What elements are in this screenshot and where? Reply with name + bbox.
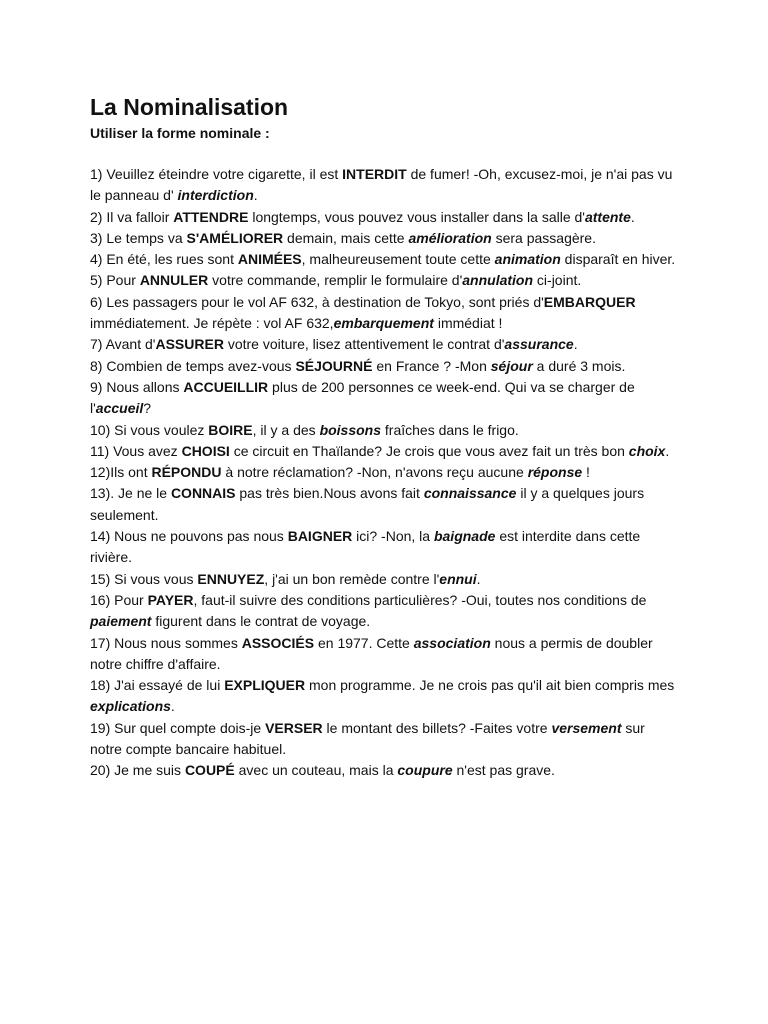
noun-keyword: animation — [494, 251, 561, 268]
exercise-item — [90, 356, 680, 377]
verb-keyword: EMBARQUER — [543, 293, 636, 310]
noun-keyword: ennui — [439, 570, 477, 587]
sentence-text: fraîches dans le frigo. — [381, 421, 519, 438]
sentence-text: . — [573, 336, 578, 353]
noun-keyword: amélioration — [408, 229, 492, 246]
verb-keyword: SÉJOURNÉ — [295, 357, 373, 374]
sentence-text: ? — [143, 400, 152, 417]
document-page — [90, 92, 680, 782]
verb-keyword: VERSER — [265, 719, 323, 736]
sentence-text: 17) Nous nous sommes — [90, 634, 242, 651]
noun-keyword: embarquement — [333, 315, 434, 332]
sentence-text: 3) Le temps va — [90, 229, 187, 246]
sentence-text: ce circuit en Thaïlande? Je crois que vous avez fait un très bon — [229, 442, 629, 459]
exercise-item — [90, 718, 680, 761]
noun-keyword: accueil — [95, 400, 144, 417]
sentence-text: 10) Si vous voulez — [90, 421, 209, 438]
verb-keyword: PAYER — [147, 591, 194, 608]
sentence-text: ici? -Non, la — [352, 528, 434, 545]
noun-keyword: connaissance — [423, 485, 517, 502]
sentence-text: en 1977. Cette — [314, 634, 414, 651]
noun-keyword: boissons — [319, 421, 382, 438]
verb-keyword: ASSURER — [155, 336, 224, 353]
exercise-item — [90, 420, 680, 441]
exercise-item — [90, 483, 680, 526]
sentence-text: immédiat ! — [433, 315, 503, 332]
sentence-text: 11) Vous avez — [90, 442, 182, 459]
noun-keyword: association — [413, 634, 491, 651]
sentence-text: . — [665, 442, 670, 459]
sentence-text: , j'ai un bon remède contre l' — [264, 570, 440, 587]
verb-keyword: INTERDIT — [342, 166, 407, 182]
noun-keyword: interdiction — [177, 187, 254, 204]
sentence-text: 16) Pour — [90, 591, 148, 608]
sentence-text: 18) J'ai essayé de lui — [90, 677, 225, 694]
noun-keyword: explications — [90, 698, 171, 715]
verb-keyword: ANIMÉES — [237, 251, 302, 268]
exercise-item — [90, 590, 680, 633]
sentence-text: ci-joint. — [533, 272, 582, 289]
exercise-item — [90, 292, 680, 335]
exercise-item — [90, 526, 680, 569]
sentence-text: 5) Pour — [90, 272, 140, 289]
verb-keyword: BOIRE — [208, 421, 253, 438]
sentence-text: , faut-il suivre des conditions particulières? -Oui, toutes nos conditions de — [193, 591, 647, 608]
instruction-subtitle: Utiliser la forme nominale : — [90, 125, 270, 141]
sentence-text: . — [630, 208, 635, 225]
exercise-item — [90, 270, 680, 291]
exercise-item — [90, 569, 680, 590]
sentence-text: immédiatement. Je répète : vol AF 632, — [90, 315, 334, 332]
exercise-item — [90, 633, 680, 676]
sentence-text: . — [170, 698, 175, 715]
sentence-text: plus de 200 personnes ce week-end. Qui va se charger de l' — [90, 378, 635, 417]
page-title: La Nominalisation — [90, 94, 289, 120]
verb-keyword: ACCUEILLIR — [183, 378, 269, 395]
sentence-text: a duré 3 mois. — [532, 357, 626, 374]
exercise-item — [90, 249, 680, 270]
sentence-text: 14) Nous ne pouvons pas nous — [90, 528, 288, 545]
sentence-text: en France ? -Mon — [372, 357, 491, 374]
verb-keyword: RÉPONDU — [151, 464, 222, 481]
sentence-text: 7) Avant d' — [90, 336, 156, 353]
noun-keyword: paiement — [90, 613, 152, 630]
sentence-text: sera passagère. — [491, 229, 596, 246]
sentence-text: longtemps, vous pouvez vous installer dans la salle d' — [248, 208, 585, 225]
sentence-text: 4) En été, les rues sont — [90, 251, 238, 268]
sentence-text: 6) Les passagers pour le vol AF 632, à destination de Tokyo, sont priés d' — [90, 293, 544, 310]
sentence-text: le montant des billets? -Faites votre — [322, 719, 552, 736]
exercise-item — [90, 207, 680, 228]
sentence-text: avec un couteau, mais la — [234, 762, 398, 779]
exercise-list — [90, 164, 680, 782]
noun-keyword: assurance — [504, 336, 574, 353]
sentence-text: il y a quelques jours seulement. — [90, 485, 645, 523]
verb-keyword: COUPÉ — [184, 762, 235, 779]
noun-keyword: réponse — [527, 464, 583, 481]
sentence-text: sur notre compte bancaire habituel. — [90, 719, 645, 758]
sentence-text: pas très bien.Nous avons fait — [235, 485, 424, 502]
verb-keyword: EXPLIQUER — [224, 677, 306, 694]
sentence-text: . — [476, 570, 481, 587]
sentence-text: 2) Il va falloir — [90, 208, 174, 225]
verb-keyword: S'AMÉLIORER — [186, 229, 284, 246]
exercise-item — [90, 441, 680, 462]
noun-keyword: coupure — [397, 762, 453, 779]
exercise-item — [90, 760, 680, 781]
sentence-text: demain, mais cette — [283, 229, 409, 246]
verb-keyword: CONNAIS — [170, 485, 236, 502]
sentence-text: de fumer! -Oh, excusez-moi, je n'ai pas vu le panneau d' — [90, 166, 673, 204]
sentence-text: figurent dans le contrat de voyage. — [151, 613, 371, 630]
sentence-text: 20) Je me suis — [90, 762, 185, 779]
sentence-text: ! — [582, 464, 590, 481]
noun-keyword: annulation — [462, 272, 534, 289]
sentence-text: , malheureusement toute cette — [301, 251, 495, 268]
noun-keyword: choix — [628, 442, 666, 459]
verb-keyword: BAIGNER — [287, 528, 353, 545]
noun-keyword: versement — [551, 719, 622, 736]
verb-keyword: ANNULER — [139, 272, 209, 289]
sentence-text: votre voiture, lisez attentivement le contrat d' — [223, 336, 505, 353]
noun-keyword: attente — [584, 208, 631, 225]
exercise-item — [90, 334, 680, 355]
verb-keyword: ENNUYEZ — [197, 570, 265, 587]
exercise-item — [90, 462, 680, 483]
sentence-text: mon programme. Je ne crois pas qu'il ait bien compris mes — [305, 677, 675, 694]
sentence-text: 1) Veuillez éteindre votre cigarette, il est — [90, 166, 343, 182]
sentence-text: 8) Combien de temps avez-vous — [90, 357, 296, 374]
sentence-text: n'est pas grave. — [452, 762, 555, 779]
sentence-text: à notre réclamation? -Non, n'avons reçu aucune — [221, 464, 528, 481]
sentence-text: , il y a des — [252, 421, 320, 438]
exercise-item — [90, 164, 680, 207]
sentence-text: 9) Nous allons — [90, 378, 184, 395]
noun-keyword: séjour — [490, 357, 533, 374]
sentence-text: 15) Si vous vous — [90, 570, 198, 587]
sentence-text: nous a permis de doubler notre chiffre d'affaire. — [90, 634, 653, 672]
exercise-item — [90, 228, 680, 249]
noun-keyword: baignade — [433, 528, 496, 545]
sentence-text: . — [253, 187, 258, 204]
sentence-text: 12)Ils ont — [90, 464, 152, 481]
verb-keyword: CHOISI — [181, 442, 230, 459]
sentence-text: 19) Sur quel compte dois-je — [90, 719, 266, 736]
sentence-text: disparaît en hiver. — [560, 251, 676, 268]
sentence-text: 13). Je ne le — [90, 485, 171, 502]
sentence-text: votre commande, remplir le formulaire d' — [208, 272, 463, 289]
verb-keyword: ATTENDRE — [173, 208, 249, 225]
sentence-text: est interdite dans cette rivière. — [90, 528, 641, 566]
verb-keyword: ASSOCIÉS — [241, 634, 315, 651]
exercise-item — [90, 675, 680, 718]
exercise-item — [90, 377, 680, 420]
